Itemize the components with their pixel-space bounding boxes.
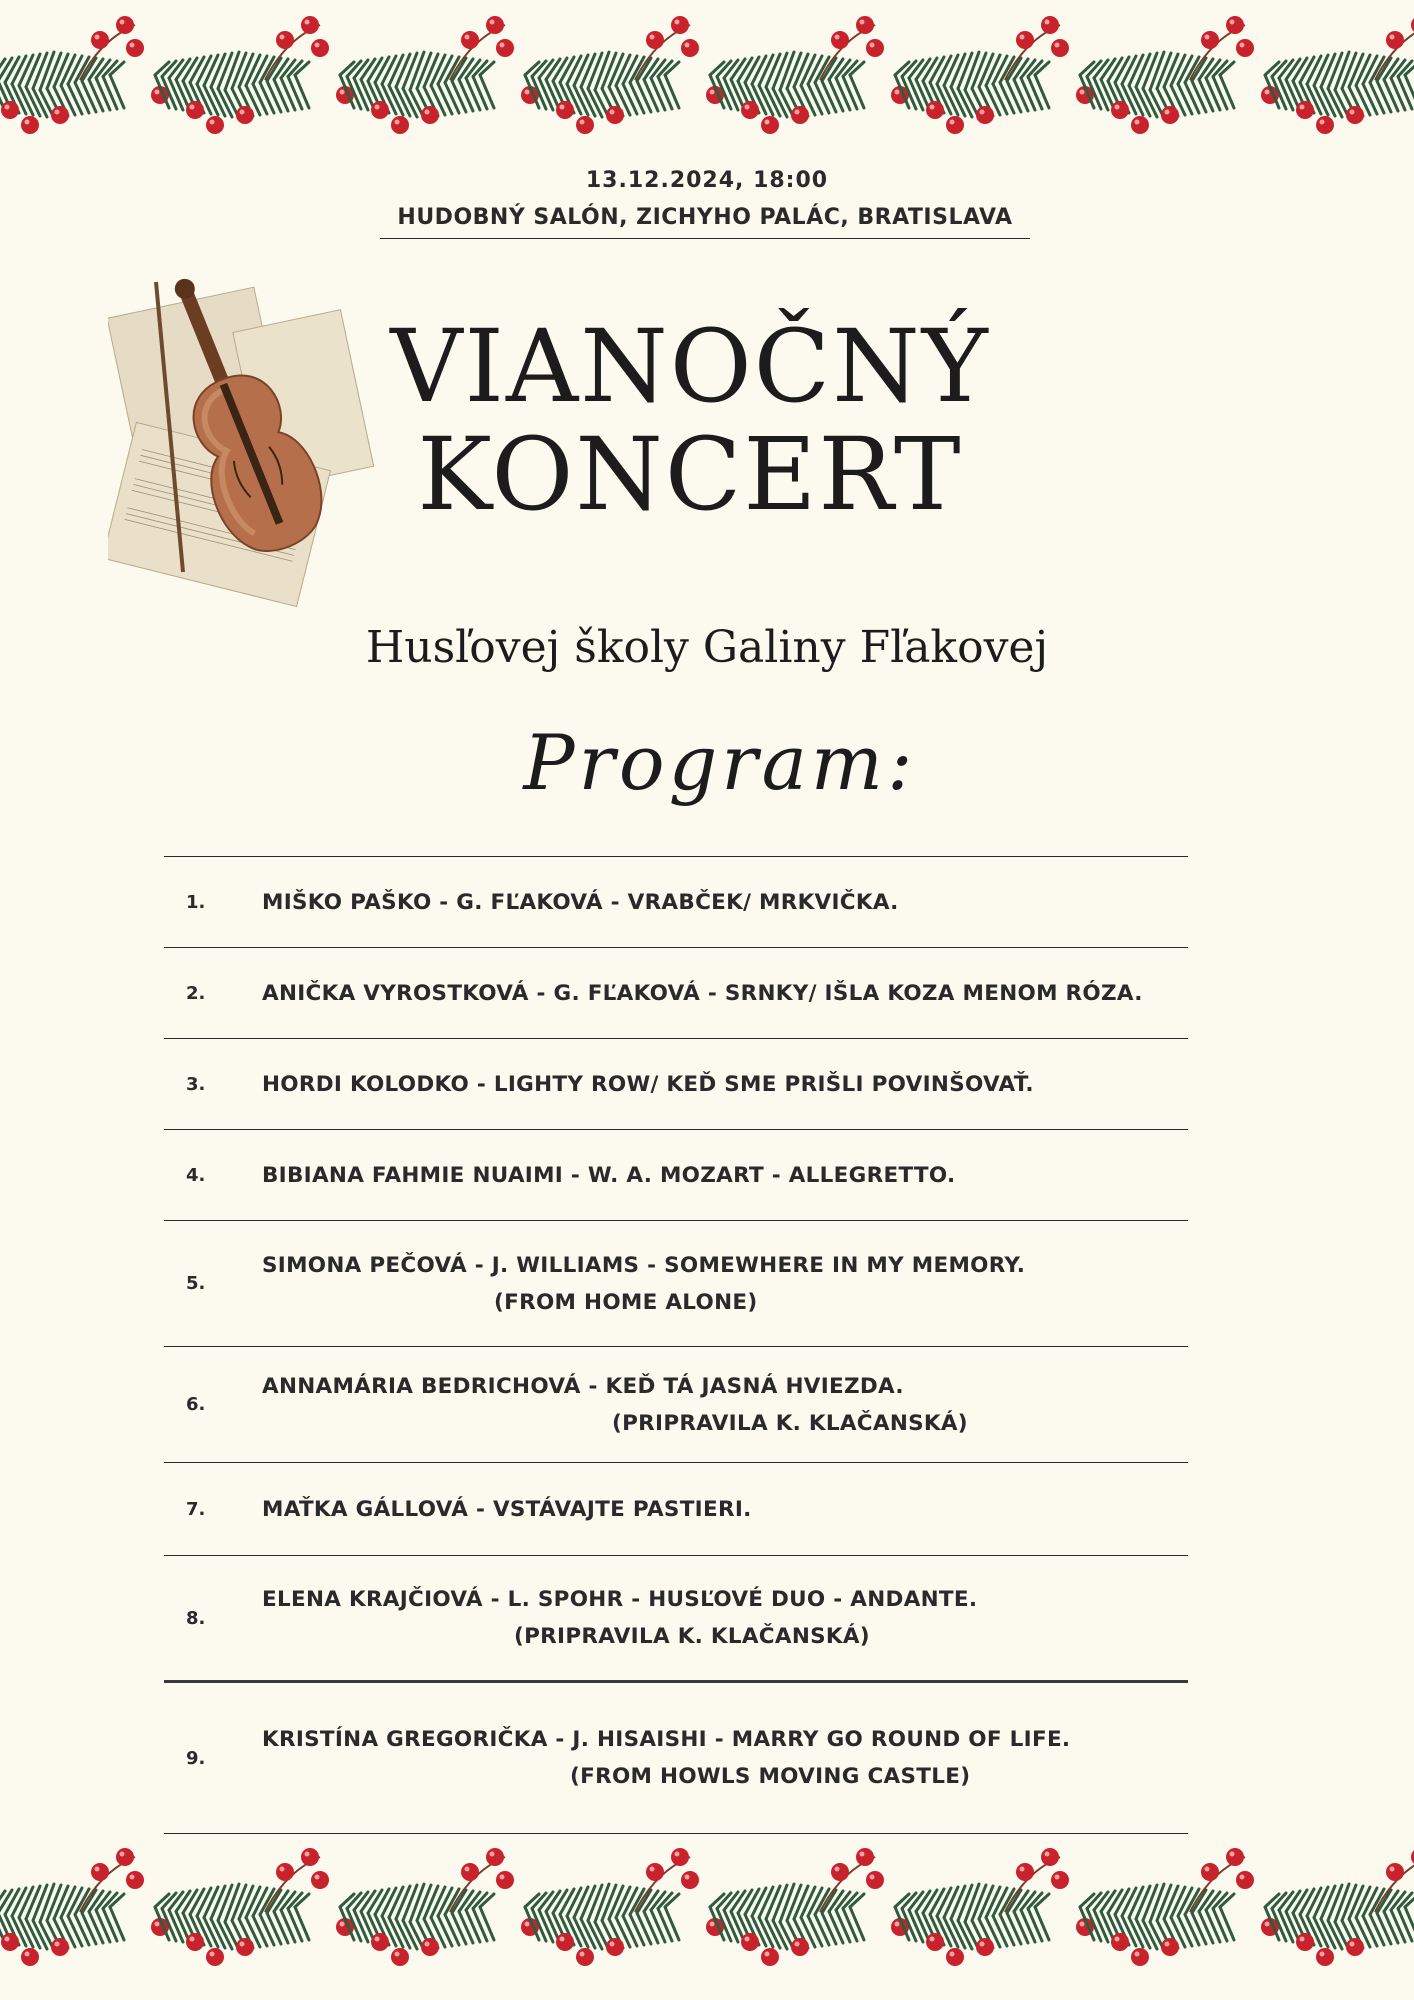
program-item-title: BIBIANA FAHMIE NUAIMI - W. A. MOZART - ALLEGRETTO. [262, 1162, 956, 1188]
program-item-text [262, 890, 1188, 915]
violin-sheet-music-icon [108, 262, 388, 642]
program-item-title: HORDI KOLODKO - LIGHTY ROW/ KEĎ SME PRIŠLI POVINŠOVAŤ. [262, 1071, 1034, 1097]
program-item-title: ELENA KRAJČIOVÁ - L. SPOHR - HUSĽOVÉ DUO - ANDANTE. [262, 1587, 978, 1612]
program-item-number: 4. [186, 1164, 206, 1186]
program-item-note: (FROM HOME ALONE) [494, 1289, 758, 1315]
program-row [164, 1683, 1188, 1834]
program-item-text [262, 1163, 1188, 1188]
program-item-title: ANNAMÁRIA BEDRICHOVÁ - KEĎ TÁ JASNÁ HVIEZDA. [262, 1373, 904, 1399]
program-item-title: KRISTÍNA GREGORIČKA - J. HISAISHI - MARRY GO ROUND OF LIFE. [262, 1727, 1071, 1752]
program-item-title: MIŠKO PAŠKO - G. FĽAKOVÁ - VRABČEK/ MRKVIČKA. [262, 889, 899, 915]
program-item-text [262, 1072, 1188, 1097]
program-item-note: (PRIPRAVILA K. KLAČANSKÁ) [514, 1624, 870, 1649]
top-garland-decoration [0, 0, 1414, 150]
program-row [164, 1221, 1188, 1347]
program-row [164, 1039, 1188, 1130]
program-item-text [262, 981, 1188, 1006]
program-heading: Program: [523, 718, 917, 807]
event-date: 13.12.2024, 18:00 [585, 168, 829, 193]
program-item-note: (FROM HOWLS MOVING CASTLE) [570, 1764, 971, 1789]
program-row [164, 1130, 1188, 1221]
program-row [164, 1347, 1188, 1463]
program-item-number: 2. [186, 982, 206, 1004]
program-item-note: (PRIPRAVILA K. KLAČANSKÁ) [612, 1410, 968, 1436]
program-row [164, 1463, 1188, 1556]
program-item-number: 3. [186, 1073, 206, 1095]
program-item-text [262, 1727, 1188, 1789]
program-row [164, 1556, 1188, 1683]
program-item-text [262, 1253, 1188, 1315]
program-row [164, 948, 1188, 1039]
bottom-garland-decoration [0, 1842, 1414, 1992]
title-line-1: VIANOČNÝ [390, 308, 990, 425]
program-item-title: SIMONA PEČOVÁ - J. WILLIAMS - SOMEWHERE IN MY MEMORY. [262, 1252, 1026, 1278]
program-item-number: 1. [186, 891, 206, 913]
program-item-text [262, 1374, 1188, 1436]
program-item-number: 5. [186, 1273, 206, 1294]
program-item-title: ANIČKA VYROSTKOVÁ - G. FĽAKOVÁ - SRNKY/ IŠLA KOZA MENOM RÓZA. [262, 980, 1143, 1006]
event-venue: HUDOBNÝ SALÓN, ZICHYHO PALÁC, BRATISLAVA [380, 205, 1030, 239]
program-item-title: MAŤKA GÁLLOVÁ - VSTÁVAJTE PASTIERI. [262, 1496, 752, 1522]
program-item-number: 9. [186, 1747, 206, 1769]
program-item-number: 7. [186, 1498, 206, 1520]
program-table [164, 856, 1188, 1834]
program-item-text [262, 1587, 1188, 1649]
program-item-text [262, 1497, 1188, 1522]
program-row [164, 857, 1188, 948]
title-line-2: KONCERT [417, 416, 963, 533]
subtitle: Husľovej školy Galiny Fľakovej [365, 622, 1049, 673]
program-item-number: 8. [186, 1607, 206, 1629]
program-item-number: 6. [186, 1394, 206, 1415]
